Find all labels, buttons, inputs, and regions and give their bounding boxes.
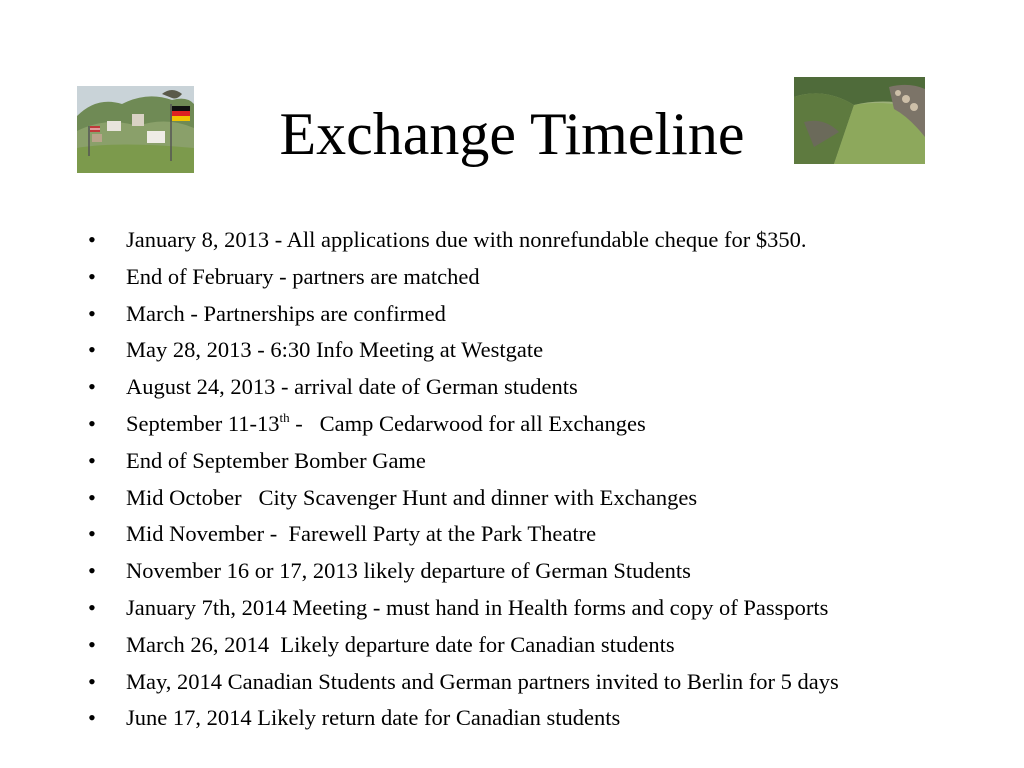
list-item [88, 336, 948, 366]
list-item [88, 520, 948, 550]
bullet-icon: • [88, 668, 96, 694]
list-item [88, 373, 948, 403]
bullet-icon: • [88, 594, 96, 620]
list-item [88, 226, 948, 256]
grassy-path-photo [794, 77, 925, 164]
list-item-text: August 24, 2013 - arrival date of German students [126, 374, 578, 400]
list-item-text-post: - Camp Cedarwood for all Exchanges [289, 410, 646, 436]
bullet-icon: • [88, 447, 96, 473]
list-item-text: Mid November - Farewell Party at the Park Theatre [126, 521, 597, 547]
list-item-text: End of September Bomber Game [126, 447, 426, 473]
list-item-text: May, 2014 Canadian Students and German partners invited to Berlin for 5 days [126, 668, 839, 694]
list-item [88, 557, 948, 587]
bullet-icon: • [88, 300, 96, 326]
bullet-icon: • [88, 227, 96, 252]
list-item-text: March 26, 2014 Likely departure date for Canadian students [126, 631, 675, 657]
list-item [88, 594, 948, 624]
bullet-icon: • [88, 484, 96, 510]
page-title: Exchange Timeline [279, 101, 745, 167]
timeline-list [88, 226, 948, 741]
ordinal-suffix: th [279, 409, 290, 425]
list-item [88, 410, 948, 440]
list-item [88, 484, 948, 514]
list-item [88, 631, 948, 661]
list-item-text: November 16 or 17, 2013 likely departure of German Students [126, 558, 691, 584]
list-item [88, 263, 948, 293]
list-item [88, 300, 948, 330]
list-item-text: January 8, 2013 - All applications due with nonrefundable cheque for $350. [126, 227, 807, 252]
list-item-text-pre: September 11-13 [126, 410, 280, 436]
bullet-icon: • [88, 410, 96, 436]
list-item-text: Mid October City Scavenger Hunt and dinner with Exchanges [126, 484, 698, 510]
bullet-icon: • [88, 558, 96, 584]
list-item-text: June 17, 2014 Likely return date for Canadian students [126, 705, 621, 731]
bullet-icon: • [88, 263, 96, 289]
bullet-icon: • [88, 705, 96, 731]
bullet-icon: • [88, 374, 96, 400]
list-item-text: May 28, 2013 - 6:30 Info Meeting at Westgate [126, 337, 544, 363]
list-item-text: End of February - partners are matched [126, 263, 480, 289]
bullet-icon: • [88, 521, 96, 547]
bullet-icon: • [88, 631, 96, 657]
list-item [88, 447, 948, 477]
bullet-icon: • [88, 337, 96, 363]
list-item [88, 704, 948, 734]
list-item [88, 668, 886, 698]
list-item-text: March - Partnerships are confirmed [126, 300, 446, 326]
list-item-text: January 7th, 2014 Meeting - must hand in Health forms and copy of Passports [126, 594, 829, 620]
list-item-text [126, 411, 646, 436]
